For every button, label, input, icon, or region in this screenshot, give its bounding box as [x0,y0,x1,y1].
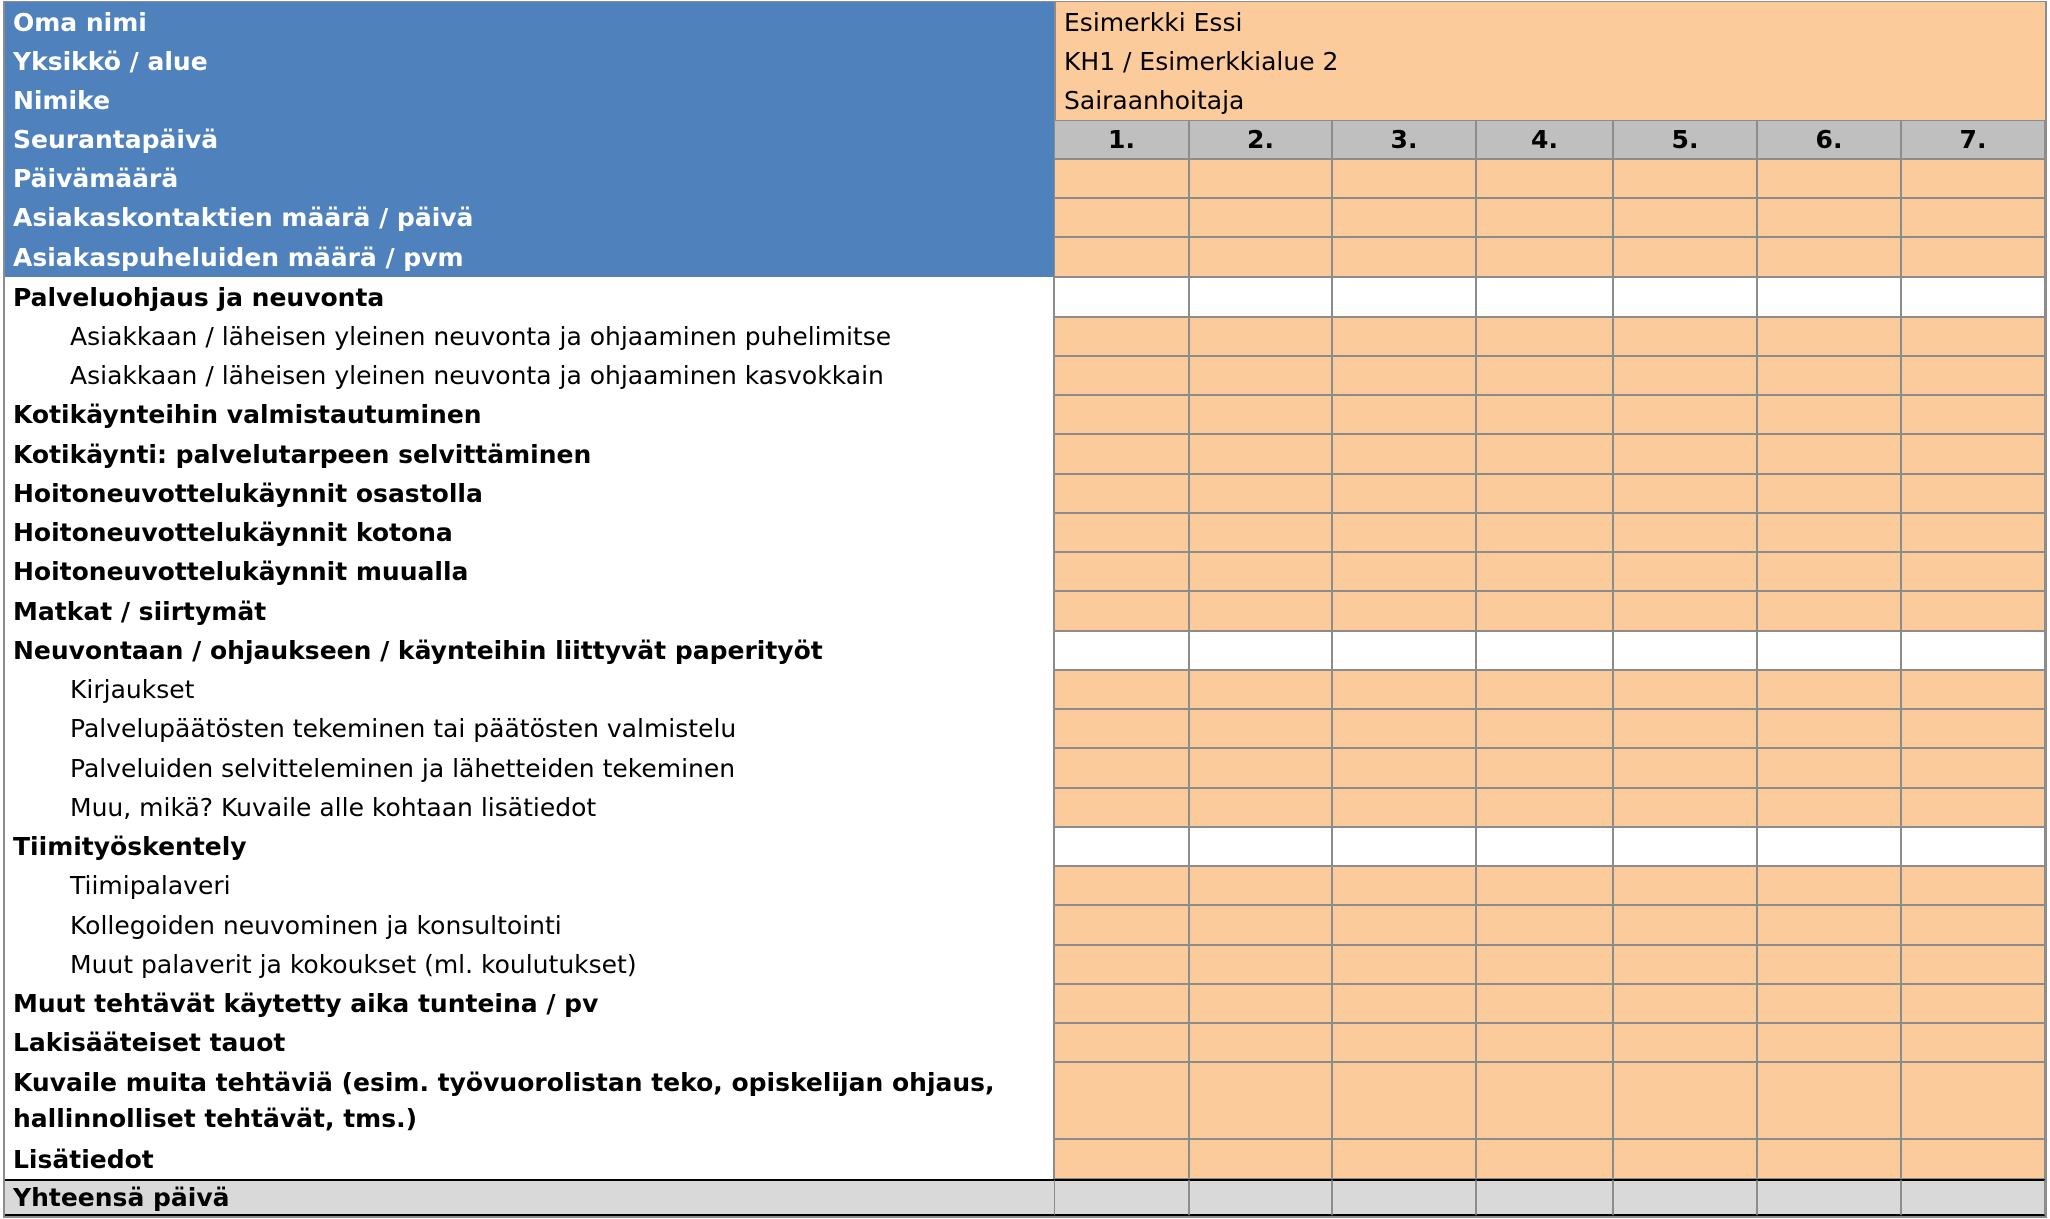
day-entry-cell[interactable] [1901,788,2045,827]
day-number-header: 1. [1054,120,1189,159]
activity-label: Palveluohjaus ja neuvonta [13,282,385,312]
day-entry-cell[interactable] [1613,866,1757,905]
day-entry-cell[interactable] [1476,356,1613,395]
day-entry-cell[interactable] [1189,866,1332,905]
client-contacts-cell[interactable] [1901,198,2045,237]
day-entry-cell[interactable] [1757,434,1901,474]
date-cell[interactable] [1332,159,1476,198]
day-entry-cell [1901,631,2045,670]
header-label: Päivämäärä [13,164,179,193]
day-entry-cell[interactable] [1901,317,2045,356]
client-contacts-cell[interactable] [1054,198,1189,237]
section-divider [5,277,1054,278]
day-entry-cell [1613,631,1757,670]
day-entry-cell [1332,827,1476,866]
day-entry-cell[interactable] [1332,1139,1476,1179]
date-cell[interactable] [1054,159,1189,198]
day-entry-cell[interactable] [1613,513,1757,552]
day-entry-cell[interactable] [1332,395,1476,434]
day-entry-cell[interactable] [1613,1023,1757,1062]
client-contacts-cell[interactable] [1476,198,1613,237]
day-entry-cell[interactable] [1613,905,1757,945]
day-entry-cell[interactable] [1901,552,2045,591]
day-entry-cell[interactable] [1613,748,1757,788]
day-entry-cell[interactable] [1332,317,1476,356]
day-number-header: 6. [1757,120,1901,159]
activity-label: Kirjaukset [70,675,195,704]
day-entry-cell[interactable] [1054,395,1189,434]
day-entry-cell[interactable] [1054,1139,1189,1179]
day-entry-cell [1332,631,1476,670]
day-entry-cell[interactable] [1476,434,1613,474]
day-entry-cell[interactable] [1476,709,1613,748]
day-entry-cell [1189,827,1332,866]
day-entry-cell[interactable] [1476,317,1613,356]
day-entry-cell[interactable] [1332,1062,1476,1139]
day-entry-cell[interactable] [1757,1023,1901,1062]
day-entry-cell[interactable] [1757,395,1901,434]
day-entry-cell[interactable] [1332,474,1476,513]
day-entry-cell [1901,827,2045,866]
day-entry-cell[interactable] [1054,866,1189,905]
day-entry-cell [1613,827,1757,866]
day-entry-cell[interactable] [1054,1023,1189,1062]
day-entry-cell[interactable] [1189,434,1332,474]
activity-label: Muut palaverit ja kokoukset (ml. koulutukset) [70,950,637,979]
day-entry-cell [1189,631,1332,670]
day-entry-cell[interactable] [1054,474,1189,513]
day-entry-cell [1332,277,1476,317]
date-cell[interactable] [1476,159,1613,198]
day-entry-cell[interactable] [1757,866,1901,905]
activity-label: Lisätiedot [13,1144,154,1174]
activity-label: Kotikäynteihin valmistautuminen [13,400,482,429]
day-entry-cell[interactable] [1332,905,1476,945]
day-entry-cell[interactable] [1757,709,1901,748]
day-entry-cell[interactable] [1189,945,1332,984]
day-entry-cell[interactable] [1901,670,2045,709]
day-entry-cell[interactable] [1189,1139,1332,1179]
client-calls-cell[interactable] [1054,237,1189,277]
day-entry-cell[interactable] [1476,905,1613,945]
day-entry-cell [1757,277,1901,317]
day-entry-cell[interactable] [1332,591,1476,631]
total-cell [1613,1179,1757,1216]
day-entry-cell[interactable] [1189,670,1332,709]
day-entry-cell[interactable] [1901,984,2045,1023]
day-entry-cell[interactable] [1613,788,1757,827]
day-entry-cell [1613,277,1757,317]
day-entry-cell[interactable] [1476,788,1613,827]
total-label: Yhteensä päivä [5,1179,1054,1216]
activity-label: Kuvaile muita tehtäviä (esim. työvuorolistan teko, opiskelijan ohjaus, hallinnolliset tehtävät, tms.) [13,1067,995,1133]
day-entry-cell[interactable] [1054,984,1189,1023]
day-entry-cell[interactable] [1054,788,1189,827]
day-entry-cell[interactable] [1476,395,1613,434]
day-entry-cell[interactable] [1189,1023,1332,1062]
day-entry-cell[interactable] [1054,748,1189,788]
day-entry-cell[interactable] [1332,552,1476,591]
job-title-field[interactable]: Sairaanhoitaja [1054,81,2045,120]
activity-label: Kotikäynti: palvelutarpeen selvittäminen [13,439,592,469]
day-entry-cell[interactable] [1054,709,1189,748]
grid-divider [1053,277,1055,1216]
day-entry-cell [1757,827,1901,866]
client-contacts-cell[interactable] [1189,198,1332,237]
day-entry-cell[interactable] [1901,945,2045,984]
day-entry-cell [1054,277,1189,317]
header-label: Asiakaskontaktien määrä / päivä [13,203,474,232]
day-entry-cell[interactable] [1613,945,1757,984]
activity-label: Palvelupäätösten tekeminen tai päätösten valmistelu [70,714,737,743]
day-entry-cell[interactable] [1332,356,1476,395]
day-entry-cell [1476,631,1613,670]
day-entry-cell[interactable] [1901,748,2045,788]
day-entry-cell[interactable] [1189,474,1332,513]
day-entry-cell[interactable] [1054,905,1189,945]
client-contacts-cell[interactable] [1332,198,1476,237]
day-entry-cell[interactable] [1757,474,1901,513]
activity-label: Muut tehtävät käytetty aika tunteina / pv [13,989,599,1018]
day-entry-cell[interactable] [1189,552,1332,591]
day-entry-cell [1054,827,1189,866]
total-cell [1901,1179,2045,1216]
day-entry-cell[interactable] [1901,866,2045,905]
day-entry-cell[interactable] [1757,984,1901,1023]
day-entry-cell[interactable] [1189,513,1332,552]
day-entry-cell[interactable] [1332,670,1476,709]
header-label: Seurantapäivä [13,125,219,154]
name-field[interactable]: Esimerkki Essi [1054,2,2045,42]
day-entry-cell[interactable] [1757,552,1901,591]
day-entry-cell[interactable] [1189,356,1332,395]
day-entry-cell[interactable] [1332,513,1476,552]
day-entry-cell [1757,631,1901,670]
day-entry-cell[interactable] [1757,670,1901,709]
activity-label: Hoitoneuvottelukäynnit muualla [13,557,469,586]
day-entry-cell[interactable] [1757,905,1901,945]
day-entry-cell[interactable] [1757,788,1901,827]
day-entry-cell[interactable] [1613,356,1757,395]
day-entry-cell[interactable] [1613,395,1757,434]
day-entry-cell[interactable] [1613,552,1757,591]
day-entry-cell[interactable] [1332,788,1476,827]
day-entry-cell[interactable] [1901,1139,2045,1179]
day-entry-cell[interactable] [1613,474,1757,513]
day-entry-cell[interactable] [1757,1139,1901,1179]
client-calls-cell[interactable] [1901,237,2045,277]
day-entry-cell [1901,277,2045,317]
client-contacts-cell[interactable] [1757,198,1901,237]
day-entry-cell[interactable] [1757,1062,1901,1139]
day-number-header: 3. [1332,120,1476,159]
day-entry-cell[interactable] [1189,591,1332,631]
day-entry-cell[interactable] [1613,1062,1757,1139]
day-entry-cell[interactable] [1054,434,1189,474]
day-entry-cell[interactable] [1757,317,1901,356]
day-entry-cell[interactable] [1613,709,1757,748]
day-entry-cell[interactable] [1757,748,1901,788]
day-entry-cell[interactable] [1613,317,1757,356]
day-entry-cell[interactable] [1476,513,1613,552]
day-entry-cell[interactable] [1476,748,1613,788]
day-entry-cell[interactable] [1613,591,1757,631]
day-entry-cell[interactable] [1476,866,1613,905]
activity-label: Neuvontaan / ohjaukseen / käynteihin liittyvät paperityöt [13,636,823,665]
activity-label: Palveluiden selvitteleminen ja lähetteiden tekeminen [70,753,736,783]
day-entry-cell[interactable] [1332,984,1476,1023]
day-entry-cell[interactable] [1901,1062,2045,1139]
day-entry-cell[interactable] [1901,513,2045,552]
day-entry-cell[interactable] [1757,591,1901,631]
header-label: Yksikkö / alue [13,47,208,76]
header-label: Oma nimi [13,7,147,37]
day-entry-cell [1054,631,1189,670]
day-entry-cell[interactable] [1901,709,2045,748]
client-calls-cell[interactable] [1476,237,1613,277]
total-cell [1476,1179,1613,1216]
total-cell [1757,1179,1901,1216]
header-label: Nimike [13,86,111,115]
date-cell[interactable] [1757,159,1901,198]
day-entry-cell[interactable] [1189,395,1332,434]
day-number-header: 7. [1901,120,2045,159]
header-label: Asiakaspuheluiden määrä / pvm [13,242,464,272]
total-cell [1332,1179,1476,1216]
day-entry-cell [1476,277,1613,317]
day-number-header: 4. [1476,120,1613,159]
activity-label: Tiimityöskentely [13,832,247,861]
day-entry-cell[interactable] [1054,591,1189,631]
activity-label: Muu, mikä? Kuvaile alle kohtaan lisätiedot [70,793,597,822]
day-entry-cell[interactable] [1613,434,1757,474]
date-cell[interactable] [1901,159,2045,198]
day-entry-cell [1189,277,1332,317]
day-entry-cell[interactable] [1757,356,1901,395]
day-entry-cell[interactable] [1189,709,1332,748]
day-entry-cell[interactable] [1332,748,1476,788]
total-cell [1189,1179,1332,1216]
day-entry-cell[interactable] [1476,474,1613,513]
day-entry-cell[interactable] [1332,434,1476,474]
day-entry-cell[interactable] [1189,905,1332,945]
day-entry-cell[interactable] [1476,670,1613,709]
day-entry-cell[interactable] [1901,1023,2045,1062]
activity-label: Tiimipalaveri [70,871,231,900]
day-entry-cell[interactable] [1189,788,1332,827]
day-entry-cell[interactable] [1476,552,1613,591]
day-entry-cell[interactable] [1476,984,1613,1023]
activity-label: Kollegoiden neuvominen ja konsultointi [70,910,562,940]
date-cell[interactable] [1613,159,1757,198]
date-cell[interactable] [1189,159,1332,198]
day-entry-cell[interactable] [1901,395,2045,434]
day-entry-cell[interactable] [1332,866,1476,905]
day-entry-cell[interactable] [1332,1023,1476,1062]
day-entry-cell[interactable] [1757,945,1901,984]
day-entry-cell[interactable] [1189,317,1332,356]
day-entry-cell[interactable] [1054,945,1189,984]
activity-label: Hoitoneuvottelukäynnit osastolla [13,479,483,508]
day-entry-cell[interactable] [1476,591,1613,631]
day-entry-cell[interactable] [1757,513,1901,552]
day-entry-cell[interactable] [1901,474,2045,513]
total-cell [1054,1179,1189,1216]
client-calls-cell[interactable] [1189,237,1332,277]
day-entry-cell[interactable] [1054,317,1189,356]
day-entry-cell[interactable] [1613,670,1757,709]
unit-area-field[interactable]: KH1 / Esimerkkialue 2 [1054,42,2045,81]
client-calls-cell[interactable] [1332,237,1476,277]
day-entry-cell[interactable] [1054,552,1189,591]
day-entry-cell[interactable] [1476,1139,1613,1179]
client-contacts-cell[interactable] [1613,198,1757,237]
day-entry-cell [1476,827,1613,866]
activity-label: Asiakkaan / läheisen yleinen neuvonta ja ohjaaminen puhelimitse [70,322,892,351]
day-entry-cell[interactable] [1613,984,1757,1023]
day-entry-cell[interactable] [1054,670,1189,709]
day-entry-cell[interactable] [1613,1139,1757,1179]
day-entry-cell[interactable] [1901,434,2045,474]
day-entry-cell[interactable] [1189,984,1332,1023]
activity-label: Asiakkaan / läheisen yleinen neuvonta ja ohjaaminen kasvokkain [70,361,884,390]
client-calls-cell[interactable] [1757,237,1901,277]
client-calls-cell[interactable] [1613,237,1757,277]
activity-label: Lakisääteiset tauot [13,1028,286,1057]
day-entry-cell[interactable] [1476,1062,1613,1139]
day-entry-cell[interactable] [1054,513,1189,552]
day-entry-cell[interactable] [1476,1023,1613,1062]
day-entry-cell[interactable] [1476,945,1613,984]
activity-label: Matkat / siirtymät [13,596,267,626]
day-entry-cell[interactable] [1901,591,2045,631]
day-entry-cell[interactable] [1189,1062,1332,1139]
day-entry-cell[interactable] [1332,945,1476,984]
day-entry-cell[interactable] [1054,356,1189,395]
day-entry-cell[interactable] [1189,748,1332,788]
activity-label: Hoitoneuvottelukäynnit kotona [13,518,453,547]
day-entry-cell[interactable] [1332,709,1476,748]
day-number-header: 2. [1189,120,1332,159]
day-entry-cell[interactable] [1901,905,2045,945]
day-number-header: 5. [1613,120,1757,159]
day-entry-cell[interactable] [1054,1062,1189,1139]
day-entry-cell[interactable] [1901,356,2045,395]
